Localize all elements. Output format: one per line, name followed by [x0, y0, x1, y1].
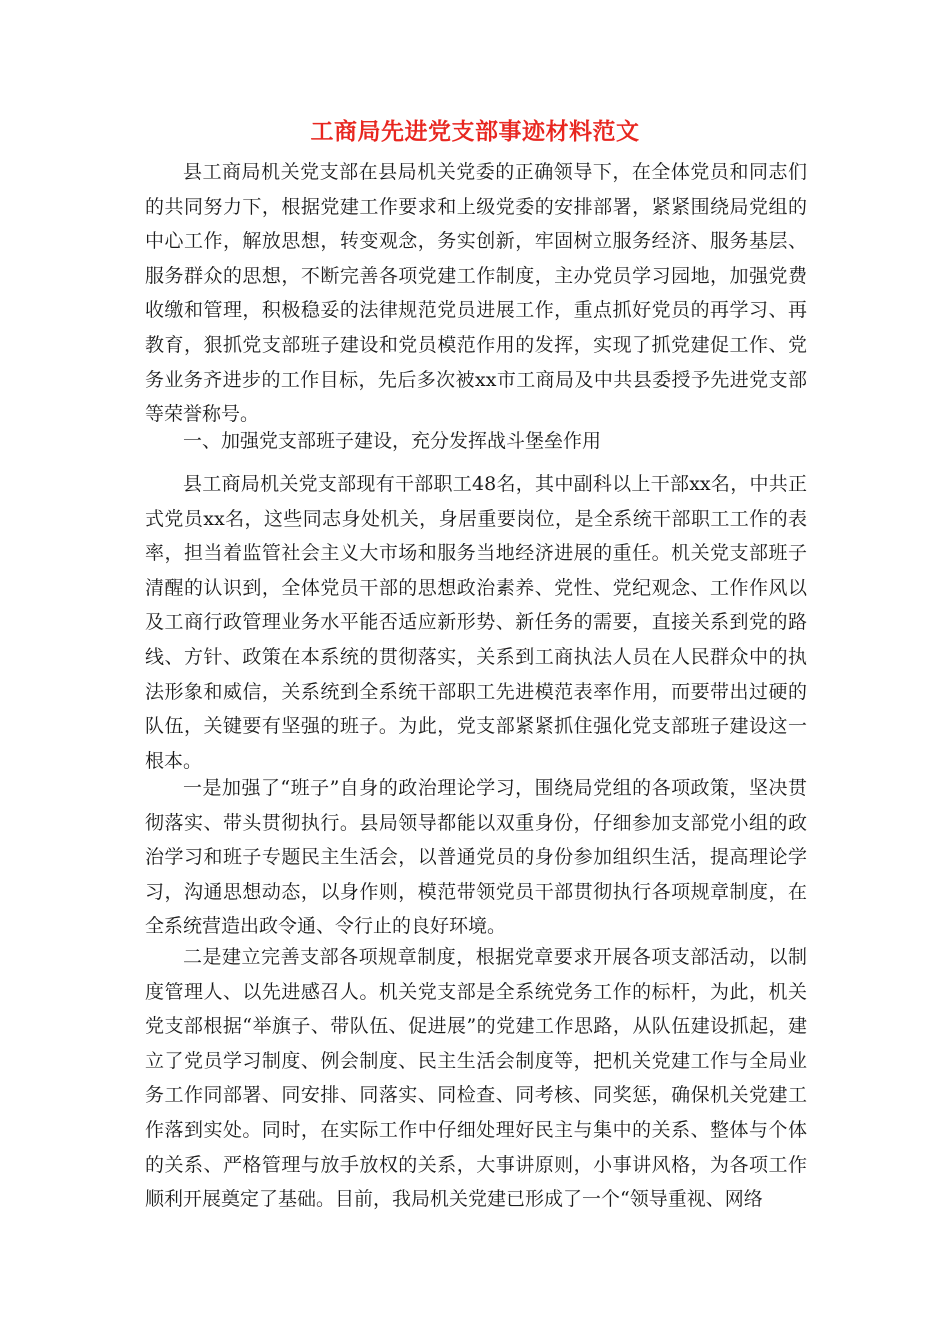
section-heading-1: 一、加强党支部班子建设，充分发挥战斗堡垒作用: [183, 430, 602, 452]
paragraph-section-1: 县工商局机关党支部现有干部职工48名，其中副科以上干部xx名，中共正式党员xx名，这些同志身处机关，身居重要岗位，是全系统干部职工工作的表率，担当着监管社会主义大市场和服务当地经济进展的重任。机关党支部班子清醒的认识到，全体党员干部的思想政治素养、党性、党纪观念、工作作风以及工商行政管理业务水平能否适应新形势、新任务的需要，直接关系到党的路线、方针、政策在本系统的贯彻落实，关系到工商执法人员在人民群众中的执法形象和威信，关系统到全系统干部职工先进模范表率作用，而要带出过硬的队伍，关键要有坚强的班子。为此，党支部紧紧抓住强化党支部班子建设这一根本。: [145, 473, 807, 772]
paragraph-intro: 县工商局机关党支部在县局机关党委的正确领导下，在全体党员和同志们的共同努力下，根据党建工作要求和上级党委的安排部署，紧紧围绕局党组的中心工作，解放思想，转变观念，务实创新，牢固树立服务经济、服务基层、服务群众的思想，不断完善各项党建工作制度，主办党员学习园地，加强党费收缴和管理，积极稳妥的法律规范党员进展工作，重点抓好党员的再学习、再教育，狠抓党支部班子建设和党员模范作用的发挥，实现了抓党建促工作、党务业务齐进步的工作目标，先后多次被xx市工商局及中共县委授予先进党支部等荣誉称号。: [145, 161, 807, 426]
paragraph-point-1: 一是加强了“班子”自身的政治理论学习，围绕局党组的各项政策，坚决贯彻落实、带头贯彻执行。县局领导都能以双重身份，仔细参加支部党小组的政治学习和班子专题民主生活会，以普通党员的身份参加组织生活，提高理论学习，沟通思想动态，以身作则，模范带领党员干部贯彻执行各项规章制度，在全系统营造出政令通、令行止的良好环境。: [145, 777, 807, 938]
document-title: 工商局先进党支部事迹材料范文: [310, 119, 640, 145]
paragraph-point-2: 二是建立完善支部各项规章制度，根据党章要求开展各项支部活动，以制度管理人、以先进感召人。机关党支部是全系统党务工作的标杆，为此，机关党支部根据“举旗子、带队伍、促进展”的党建工作思路，从队伍建设抓起，建立了党员学习制度、例会制度、民主生活会制度等，把机关党建工作与全局业务工作同部署、同安排、同落实、同检查、同考核、同奖惩，确保机关党建工作落到实处。同时，在实际工作中仔细处理好民主与集中的关系、整体与个体的关系、严格管理与放手放权的关系，大事讲原则，小事讲风格，为各项工作顺利开展奠定了基础。目前，我局机关党建已形成了一个“领导重视、网络: [145, 946, 807, 1211]
